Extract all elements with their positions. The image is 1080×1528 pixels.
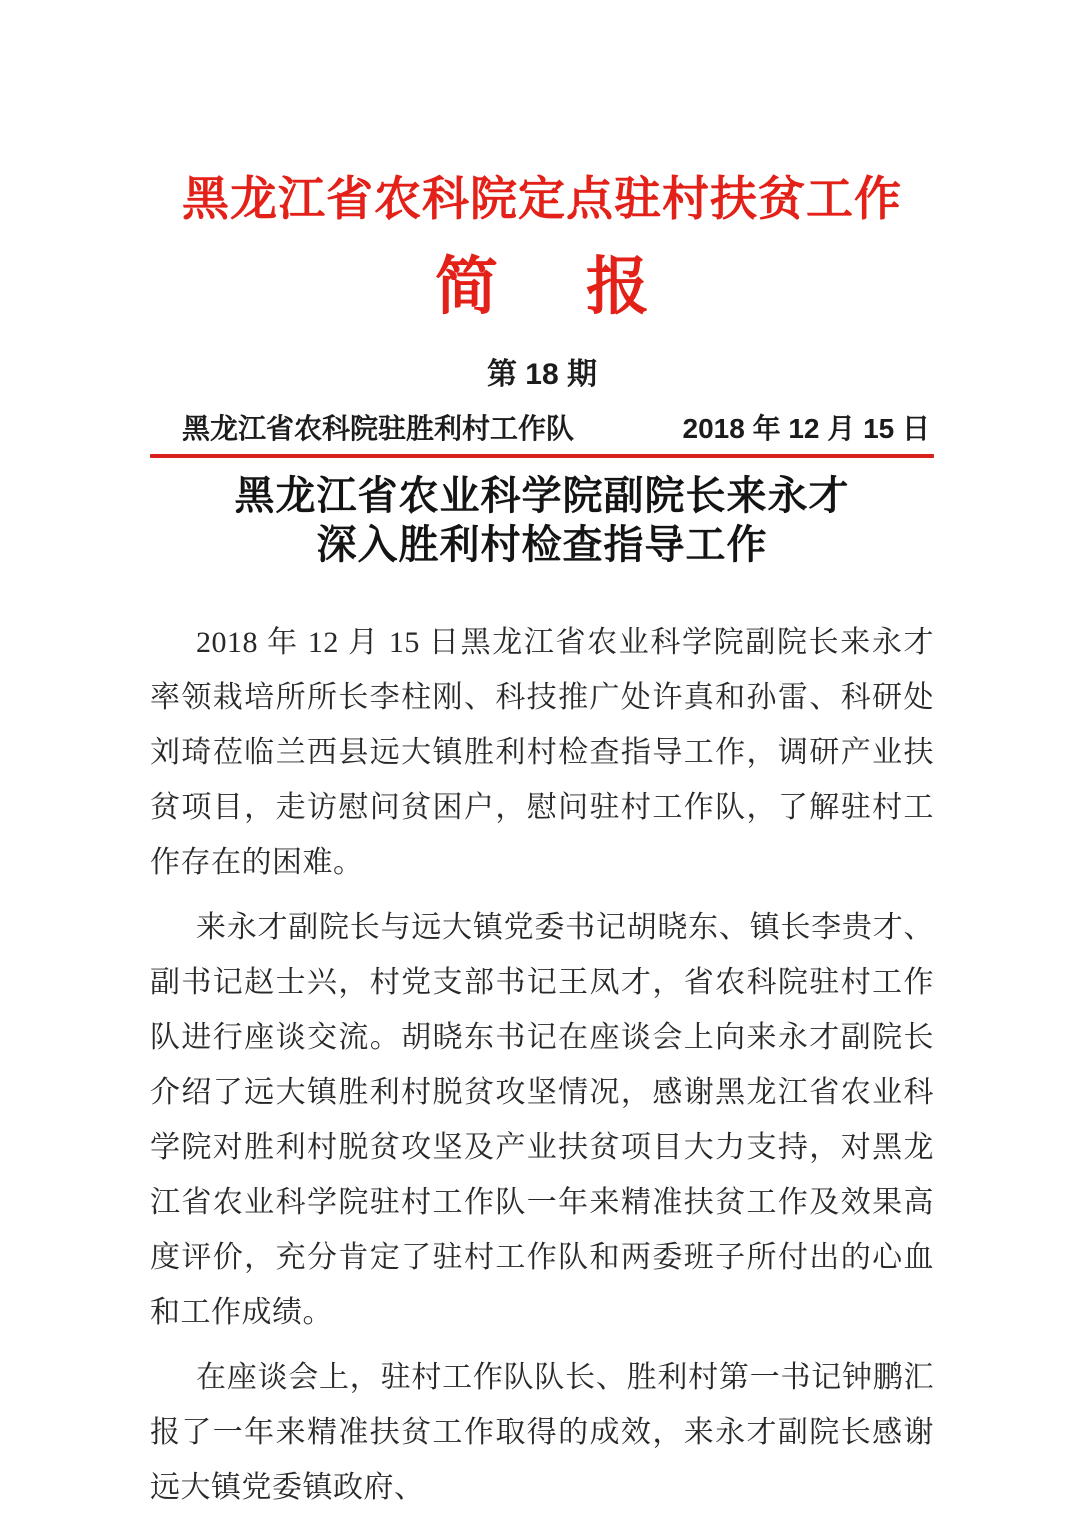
brief-title-char-1: 简 — [435, 251, 498, 322]
masthead — [150, 172, 934, 458]
red-divider-rule — [150, 454, 934, 458]
issue-date: 2018 年 12 月 15 日 — [682, 412, 930, 444]
article-title — [150, 472, 934, 570]
body-paragraph-3: 在座谈会上，驻村工作队队长、胜利村第一书记钟鹏汇报了一年来精准扶贫工作取得的成效，来永才副院长感谢远大镇党委镇政府、 — [150, 1361, 934, 1505]
issuer-row — [150, 411, 934, 446]
article-body — [150, 615, 934, 1515]
masthead-title: 黑龙江省农科院定点驻村扶贫工作 — [182, 172, 902, 225]
page-content — [0, 172, 1080, 1515]
article — [150, 472, 934, 1516]
body-paragraph-2: 来永才副院长与远大镇党委书记胡晓东、镇长李贵才、副书记赵士兴，村党支部书记王凤才，省农科院驻村工作队进行座谈交流。胡晓东书记在座谈会上向来永才副院长介绍了远大镇胜利村脱贫攻坚情况，感谢黑龙江省农业科学院对胜利村脱贫攻坚及产业扶贫项目大力支持，对黑龙江省农业科学院驻村工作队一年来精准扶贫工作及效果高度评价，充分肯定了驻村工作队和两委班子所付出的心血和工作成绩。 — [150, 911, 934, 1330]
issuer-name: 黑龙江省农科院驻胜利村工作队 — [182, 412, 575, 444]
issue-number: 第 18 期 — [486, 357, 598, 391]
brief-title-char-2: 报 — [586, 251, 649, 322]
article-title-line-2: 深入胜利村检查指导工作 — [316, 521, 768, 567]
article-title-line-1: 黑龙江省农业科学院副院长来永才 — [234, 472, 850, 518]
brief-title — [150, 253, 934, 322]
body-paragraph-1: 2018 年 12 月 15 日黑龙江省农业科学院副院长来永才率领栽培所所长李柱刚、科技推广处许真和孙雷、科研处刘琦莅临兰西县远大镇胜利村检查指导工作，调研产业扶贫项目，走访慰问贫困户，慰问驻村工作队，了解驻村工作存在的困难。 — [150, 626, 934, 880]
